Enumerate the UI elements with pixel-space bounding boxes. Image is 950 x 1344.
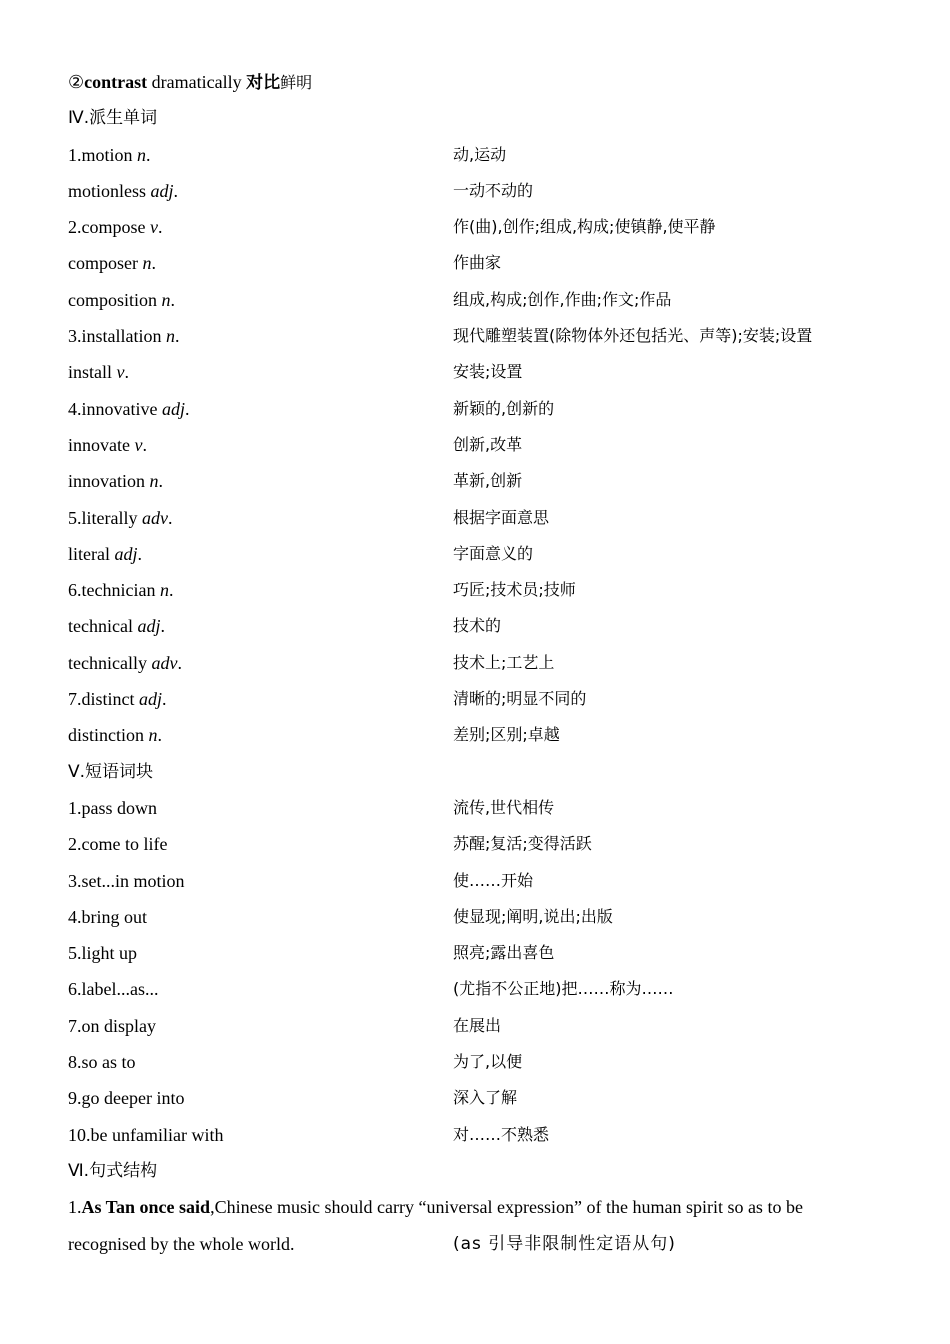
phrase: 9.go deeper into (68, 1088, 185, 1109)
meaning: 组成,构成;创作,作曲;作文;作品 (453, 289, 672, 309)
meaning: 清晰的;明显不同的 (453, 689, 587, 709)
list-item: 4.innovative adj. 新颖的,创新的 (68, 391, 888, 427)
list-item (68, 1117, 888, 1153)
part-of-speech: adv (151, 652, 178, 673)
section-heading-phrases (68, 754, 888, 790)
word: 4.innovative (68, 398, 162, 419)
sentence-highlight: As Tan once said (81, 1197, 211, 1218)
part-of-speech: adj (137, 616, 161, 637)
word: motionless (68, 180, 151, 201)
word: 2.compose (68, 217, 150, 238)
sentence-number: 1. (68, 1197, 82, 1218)
phrase: 5.light up (68, 943, 138, 964)
intro-text: dramatically (147, 72, 247, 92)
list-item: motionless adj. 一动不动的 (68, 173, 888, 209)
meaning: 根据字面意思 (453, 507, 550, 527)
section-heading-derived-words (68, 100, 888, 136)
meaning: 对……不熟悉 (453, 1124, 550, 1144)
meaning: 新颖的,创新的 (453, 398, 555, 418)
word: innovate (68, 434, 135, 455)
phrase: 2.come to life (68, 834, 168, 855)
document-page (68, 64, 888, 1262)
meaning: 照亮;露出喜色 (453, 943, 555, 963)
section-title: Ⅴ.短语词块 (68, 761, 154, 782)
phrase: 4.bring out (68, 906, 147, 927)
meaning: 深入了解 (453, 1088, 518, 1108)
list-item: 5.literally adv. 根据字面意思 (68, 500, 888, 536)
list-item: 6.technician n. 巧匠;技术员;技师 (68, 572, 888, 608)
meaning: 字面意义的 (453, 543, 534, 563)
phrase: 3.set...in motion (68, 870, 185, 891)
part-of-speech: n (149, 471, 159, 492)
list-item (68, 826, 888, 862)
circled-marker: ② (68, 72, 85, 92)
sentence-line-2 (68, 1226, 888, 1262)
list-item (68, 790, 888, 826)
list-item (68, 1080, 888, 1116)
meaning: 作曲家 (453, 253, 502, 273)
list-item (68, 935, 888, 971)
part-of-speech: n (142, 253, 152, 274)
part-of-speech: n (159, 580, 169, 601)
section-title: Ⅳ.派生单词 (68, 108, 158, 129)
derived-words-list (68, 137, 888, 754)
phrase-list (68, 790, 888, 1153)
meaning: (尤指不公正地)把……称为…… (453, 979, 674, 999)
word: innovation (68, 471, 150, 492)
meaning: 在展出 (453, 1015, 502, 1035)
list-item: install v. 安装;设置 (68, 354, 888, 390)
part-of-speech: adj (161, 398, 185, 419)
part-of-speech: adj (150, 180, 174, 201)
intro-keyword: contrast (84, 72, 148, 92)
word: 6.technician (68, 580, 160, 601)
sentence-example-1 (68, 1189, 888, 1262)
list-item (68, 1044, 888, 1080)
list-item: 3.installation n. 现代雕塑装置(除物体外还包括光、声等);安装;设置 (68, 318, 888, 354)
meaning: 作(曲),创作;组成,构成;使镇静,使平静 (453, 217, 716, 237)
meaning: 流传,世代相传 (453, 797, 555, 817)
part-of-speech: n (161, 289, 171, 310)
list-item (68, 1008, 888, 1044)
part-of-speech: n (137, 144, 147, 165)
phrase: 6.label...as... (68, 979, 159, 1000)
part-of-speech: n (166, 326, 175, 347)
meaning: 苏醒;复活;变得活跃 (453, 834, 592, 854)
list-item (68, 899, 888, 935)
list-item: composer n. 作曲家 (68, 245, 888, 281)
list-item: literal adj. 字面意义的 (68, 536, 888, 572)
list-item: innovate v. 创新,改革 (68, 427, 888, 463)
word: technical (68, 616, 138, 637)
section-title: Ⅵ.句式结构 (68, 1160, 158, 1181)
phrase: 10.be unfamiliar with (68, 1124, 224, 1145)
word: 5.literally (68, 507, 142, 528)
list-item (68, 863, 888, 899)
word: 7.distinct (68, 689, 139, 710)
part-of-speech: adj (114, 543, 138, 564)
word: 3.installation (68, 326, 166, 347)
intro-zh-bold: 对比 (246, 73, 281, 93)
word: 1.motion (68, 144, 138, 165)
meaning: 安装;设置 (453, 362, 523, 382)
meaning: 差别;区别;卓越 (453, 725, 560, 745)
word: technically (68, 652, 152, 673)
sentence-line-1 (68, 1189, 888, 1225)
meaning: 技术的 (453, 616, 502, 636)
meaning: 现代雕塑装置(除物体外还包括光、声等);安装;设置 (453, 326, 813, 346)
meaning: 创新,改革 (453, 434, 523, 454)
grammar-note: (as 引导非限制性定语从句) (453, 1233, 676, 1254)
phrase: 7.on display (68, 1015, 156, 1036)
part-of-speech: n (148, 725, 158, 746)
part-of-speech: v (149, 217, 158, 238)
word: distinction (68, 725, 149, 746)
meaning: 动,运动 (453, 144, 507, 164)
intro-line (68, 64, 888, 100)
meaning: 技术上;工艺上 (453, 652, 555, 672)
list-item: 1.motion n. 动,运动 (68, 137, 888, 173)
meaning: 使显现;阐明,说出;出版 (453, 906, 613, 926)
intro-zh: 鲜明 (280, 73, 313, 92)
phrase: 8.so as to (68, 1052, 136, 1073)
list-item: technical adj. 技术的 (68, 608, 888, 644)
phrase: 1.pass down (68, 797, 157, 818)
part-of-speech: v (134, 434, 143, 455)
meaning: 使……开始 (453, 870, 534, 890)
word: composition (68, 289, 162, 310)
part-of-speech: adv (141, 507, 168, 528)
part-of-speech: adj (139, 689, 163, 710)
meaning: 一动不动的 (453, 180, 534, 200)
list-item: technically adv. 技术上;工艺上 (68, 645, 888, 681)
meaning: 为了,以便 (453, 1052, 523, 1072)
word: composer (68, 253, 143, 274)
section-heading-sentence-structures (68, 1153, 888, 1189)
list-item: 7.distinct adj. 清晰的;明显不同的 (68, 681, 888, 717)
list-item: distinction n. 差别;区别;卓越 (68, 717, 888, 753)
word: literal (68, 543, 115, 564)
meaning: 巧匠;技术员;技师 (453, 580, 576, 600)
list-item: innovation n. 革新,创新 (68, 463, 888, 499)
list-item: 2.compose v. 作(曲),创作;组成,构成;使镇静,使平静 (68, 209, 888, 245)
list-item (68, 971, 888, 1007)
sentence-text: ,Chinese music should carry “universal expression” of the human spirit so as to be (210, 1197, 803, 1218)
part-of-speech: v (116, 362, 125, 383)
word: install (68, 362, 117, 383)
sentence-text-continued: recognised by the whole world. (68, 1233, 295, 1254)
list-item: composition n. 组成,构成;创作,作曲;作文;作品 (68, 282, 888, 318)
meaning: 革新,创新 (453, 471, 523, 491)
